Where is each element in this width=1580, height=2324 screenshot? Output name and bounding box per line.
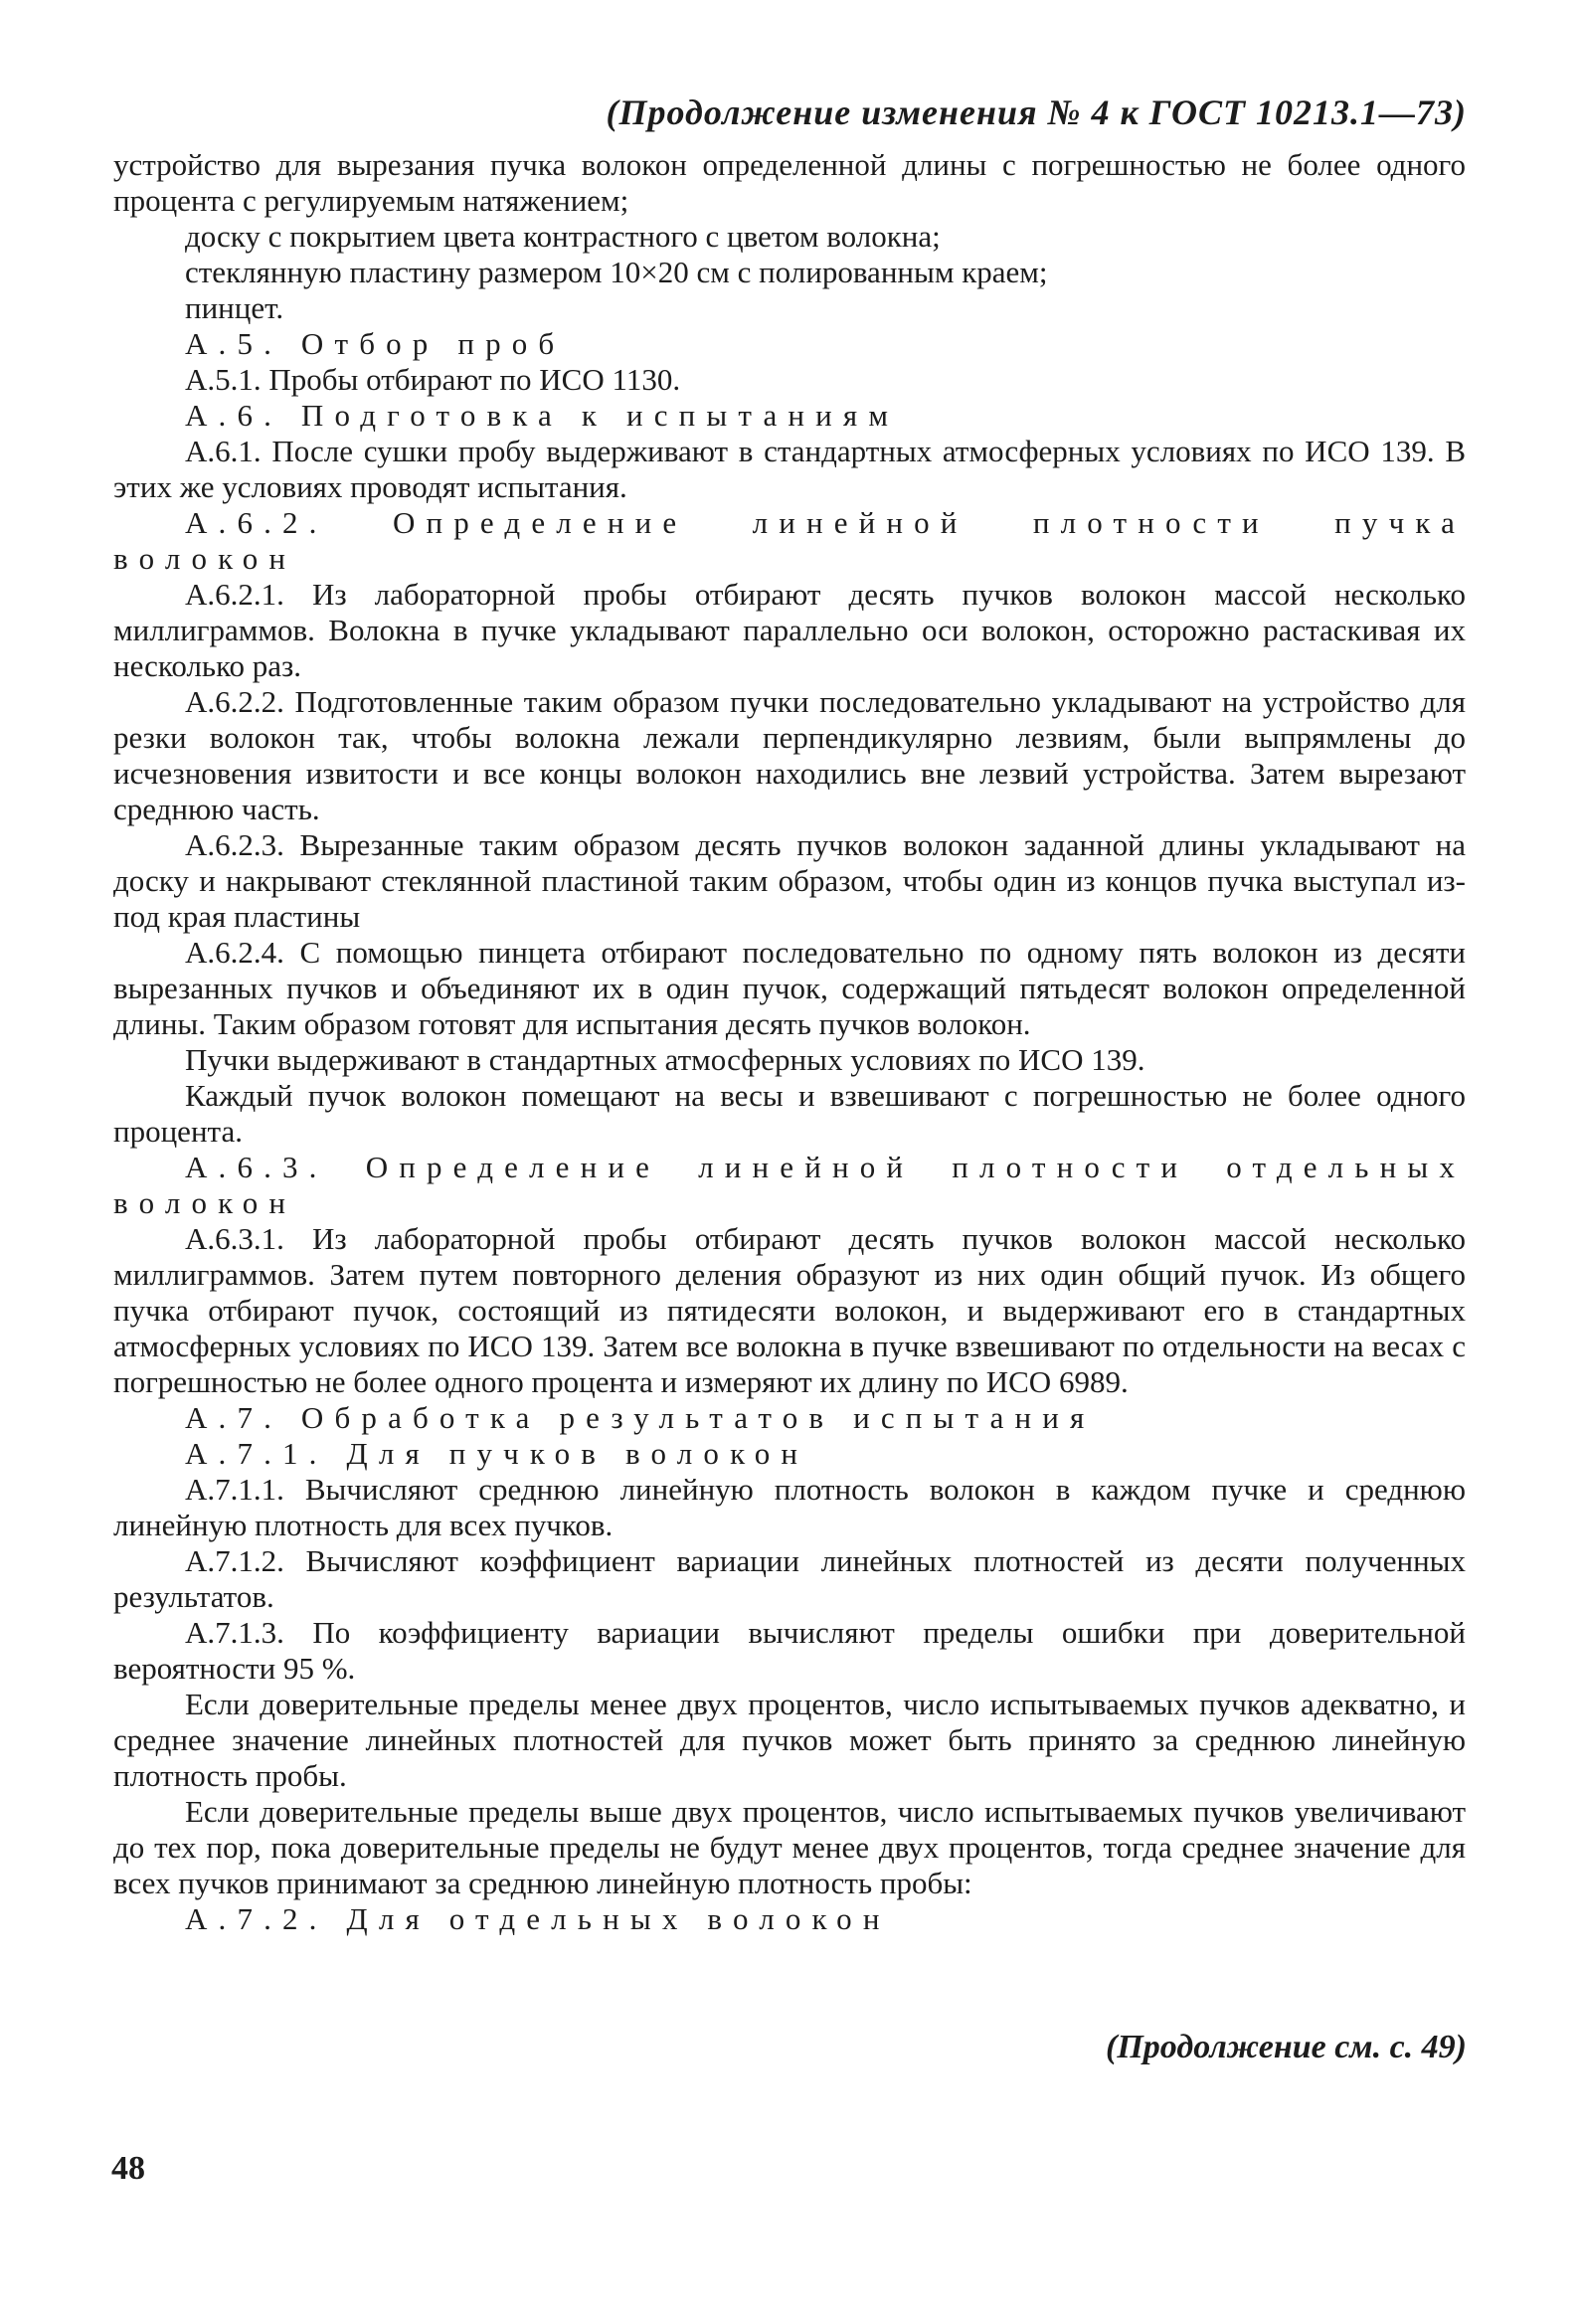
paragraph: А.6.2.1. Из лабораторной пробы отбирают десять пучков волокон массой несколько миллиграммов. Волокна в пучке укладывают параллельно оси волокон, осторожно растаскивая их несколько раз. (113, 577, 1466, 683)
paragraph: А.6.2.4. С помощью пинцета отбирают последовательно по одному пять волокон из десяти вырезанных пучков и объединяют их в один пучок, содержащий пятьдесят волокон определенной длины. Таким образом готовят для испытания десять пучков волокон. (113, 935, 1466, 1041)
paragraph: пинцет. (185, 290, 284, 325)
paragraph: А.6.2.3. Вырезанные таким образом десять пучков волокон заданной длины укладывают на доску и накрывают стеклянной пластиной таким образом, чтобы один из концов пучка выступал из-под края пластины (113, 827, 1466, 934)
paragraph: Если доверительные пределы выше двух процентов, число испытываемых пучков увеличивают до тех пор, пока доверительные пределы не будут менее двух процентов, тогда среднее значение для всех пучков принимают за среднюю линейную плотность пробы: (113, 1794, 1466, 1900)
paragraph: Каждый пучок волокон помещают на весы и взвешивают с погрешностью не более одного процента. (113, 1078, 1466, 1149)
continuation-footer: (Продолжение см. с. 49) (1106, 2029, 1467, 2065)
paragraph: стеклянную пластину размером 10×20 см с полированным краем; (185, 255, 1048, 289)
section-heading: А.5. Отбор проб (185, 326, 566, 361)
paragraph: А.7.1.1. Вычисляют среднюю линейную плотность волокон в каждом пучке и среднюю линейную плотность для всех пучков. (113, 1472, 1466, 1542)
section-heading: А.7.2. Для отдельных волокон (185, 1901, 891, 1936)
document-body (113, 147, 1466, 1937)
paragraph: А.7.1.3. По коэффициенту вариации вычисляют пределы ошибки при доверительной вероятности 95 %. (113, 1615, 1466, 1686)
section-heading: А.6.2. Определение линейной плотности пучка волокон (113, 505, 1466, 576)
paragraph: доску с покрытием цвета контрастного с цветом волокна; (185, 219, 941, 254)
paragraph: Пучки выдерживают в стандартных атмосферных условиях по ИСО 139. (185, 1042, 1145, 1077)
paragraph: А.6.3.1. Из лабораторной пробы отбирают десять пучков волокон массой несколько миллиграммов. Затем путем повторного деления образуют из них один общий пучок. Из общего пучка отбирают пучок, состоящий из пятидесяти волокон, и выдерживают его в стандартных атмосферных условиях по ИСО 139. Затем все волокна в пучке взвешивают по отдельности на весах с погрешностью не более одного процента и измеряют их длину по ИСО 6989. (113, 1221, 1466, 1399)
paragraph: А.6.1. После сушки пробу выдерживают в стандартных атмосферных условиях по ИСО 139. В этих же условиях проводят испытания. (113, 434, 1466, 504)
continuation-header: (Продолжение изменения № 4 к ГОСТ 10213.1—73) (606, 92, 1467, 132)
paragraph: А.7.1.2. Вычисляют коэффициент вариации линейных плотностей из десяти полученных результатов. (113, 1543, 1466, 1614)
page-number: 48 (111, 2150, 145, 2187)
paragraph: устройство для вырезания пучка волокон определенной длины с погрешностью не более одного процента с регулируемым натяжением; (113, 147, 1466, 218)
paragraph: Если доверительные пределы менее двух процентов, число испытываемых пучков адекватно, и среднее значение линейных плотностей для пучков может быть принято за среднюю линейную плотность пробы. (113, 1687, 1466, 1793)
section-heading: А.6.3. Определение линейной плотности отдельных волокон (113, 1150, 1466, 1220)
section-heading: А.7. Обработка результатов испытания (185, 1400, 1096, 1435)
paragraph: А.6.2.2. Подготовленные таким образом пучки последовательно укладывают на устройство для резки волокон так, чтобы волокна лежали перпендикулярно лезвиям, были выпрямлены до исчезновения извитости и все концы волокон находились вне лезвий устройства. Затем вырезают среднюю часть. (113, 684, 1466, 826)
section-heading: А.7.1. Для пучков волокон (185, 1436, 809, 1471)
paragraph: А.5.1. Пробы отбирают по ИСО 1130. (185, 362, 681, 397)
section-heading: А.6. Подготовка к испытаниям (185, 398, 900, 433)
